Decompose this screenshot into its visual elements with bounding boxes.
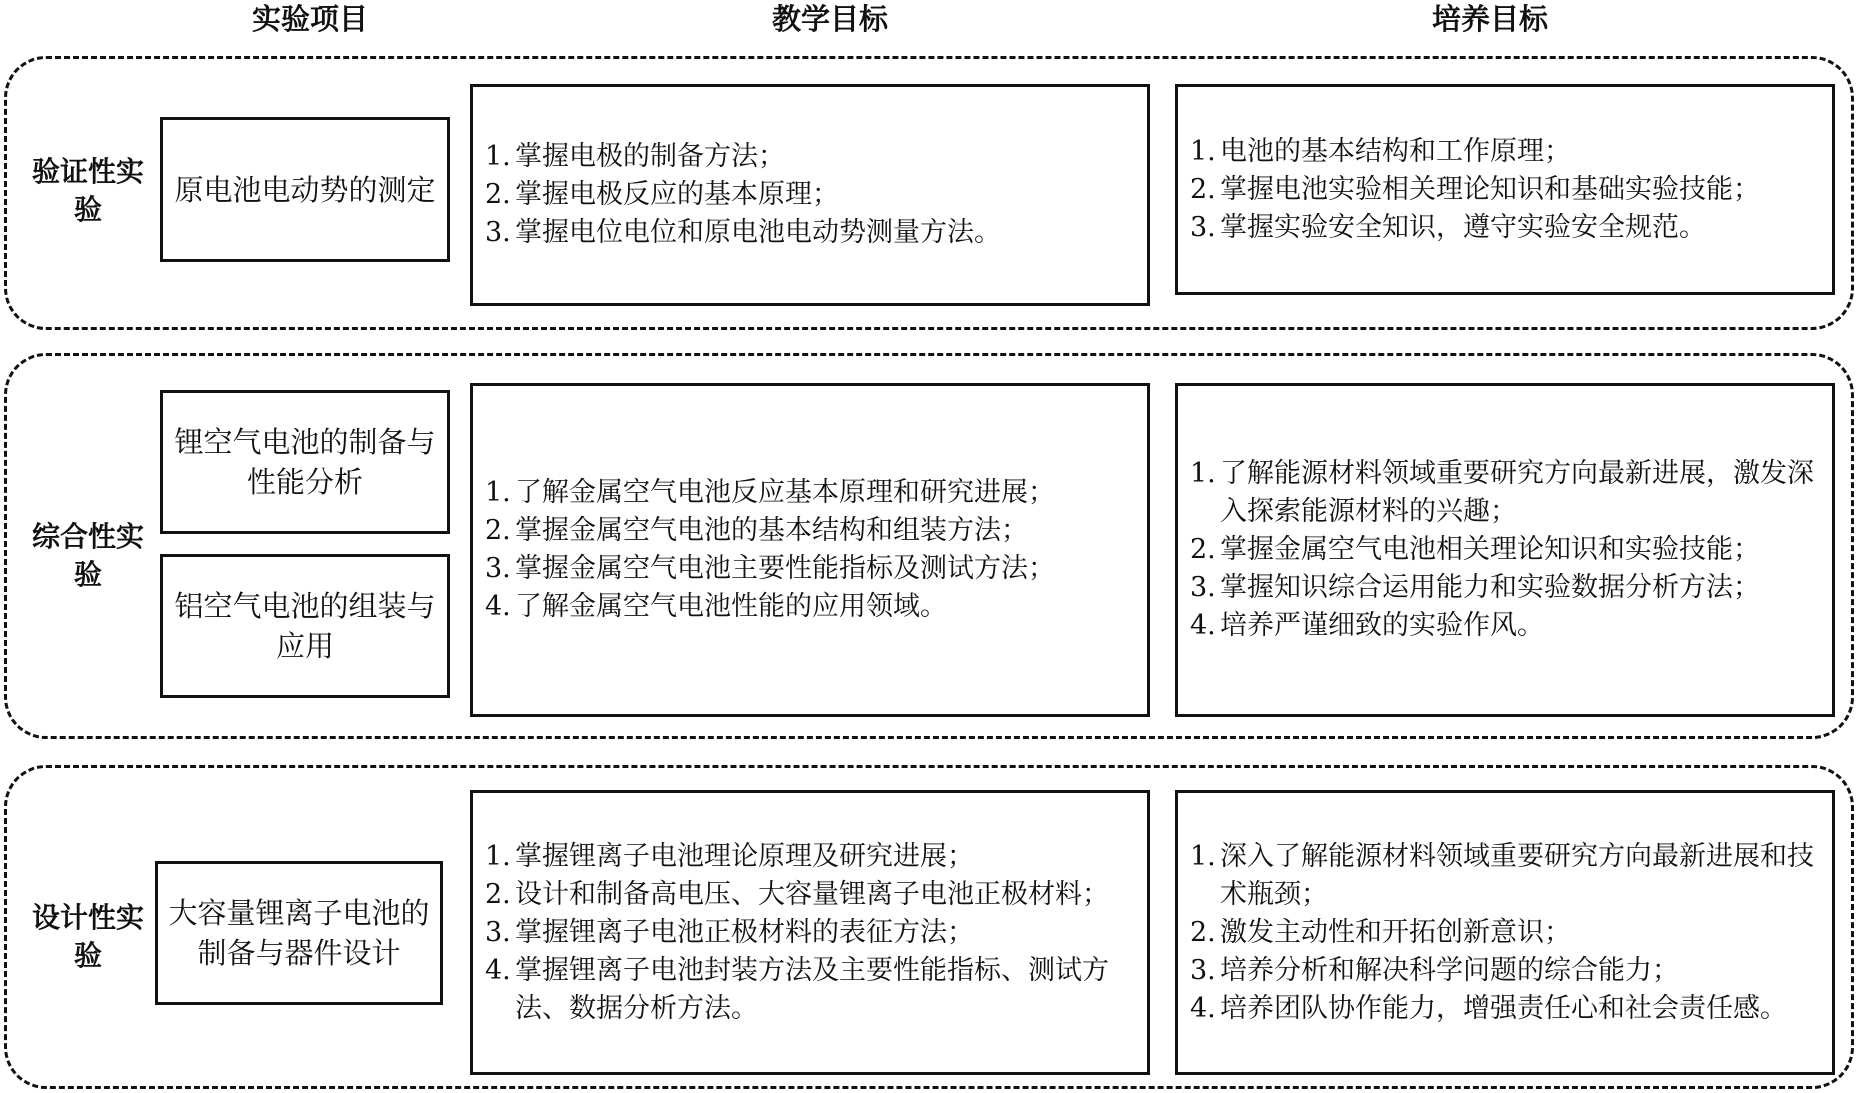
goal-number: 4. — [485, 591, 511, 622]
goal-text: 掌握实验安全知识，遵守实验安全规范。 — [1220, 211, 1706, 243]
goal-number: 2. — [1190, 173, 1216, 205]
goal-number: 1. — [485, 141, 511, 172]
goal-number: 3. — [485, 553, 511, 584]
goal-item — [1190, 914, 1824, 952]
goal-number: 4. — [1190, 992, 1216, 1024]
goal-number: 4. — [1190, 610, 1216, 641]
goal-text: 掌握锂离子电池理论原理及研究进展； — [515, 840, 974, 872]
goal-text: 掌握金属空气电池主要性能指标及测试方法； — [515, 553, 1055, 584]
cultivation-goals-box — [1175, 383, 1835, 717]
header-project: 实验项目 — [251, 2, 368, 36]
cultivation-goals-box — [1175, 84, 1835, 295]
goal-number: 1. — [485, 477, 511, 508]
group-verification-category: 验证性实验 — [31, 155, 144, 226]
goal-item — [1190, 952, 1824, 990]
goal-item — [1190, 171, 1824, 209]
goal-text: 了解金属空气电池反应基本原理和研究进展； — [515, 477, 1055, 508]
goal-text: 电池的基本结构和工作原理； — [1220, 135, 1571, 167]
goal-item — [1190, 531, 1824, 569]
goal-number: 4. — [485, 954, 511, 986]
goal-text: 掌握锂离子电池封装方法及主要性能指标、测试方法、数据分析方法。 — [515, 954, 1109, 1024]
goal-number: 2. — [485, 878, 511, 910]
goal-item — [1190, 455, 1824, 531]
goal-text: 掌握电位电位和原电池电动势测量方法。 — [515, 217, 1001, 248]
goal-item — [485, 512, 1139, 550]
goal-number: 3. — [1190, 954, 1216, 986]
project-box: 铝空气电池的组装与应用 — [160, 554, 450, 698]
goal-item — [485, 914, 1139, 952]
goal-item — [1190, 838, 1824, 914]
goal-item — [485, 138, 1139, 176]
goal-text: 培养团队协作能力，增强责任心和社会责任感。 — [1220, 992, 1787, 1024]
group-design-category: 设计性实验 — [31, 901, 144, 972]
cultivation-goals-box — [1175, 790, 1835, 1075]
goal-text: 培养严谨细致的实验作风。 — [1220, 610, 1544, 641]
goal-number: 3. — [1190, 572, 1216, 603]
goal-item — [485, 550, 1139, 588]
goal-number: 2. — [485, 179, 511, 210]
header-cultivation-goals: 培养目标 — [1431, 2, 1548, 36]
goal-text: 掌握金属空气电池相关理论知识和实验技能； — [1220, 534, 1760, 565]
goal-text: 掌握锂离子电池正极材料的表征方法； — [515, 916, 974, 948]
goal-number: 2. — [485, 515, 511, 546]
goal-item — [485, 176, 1139, 214]
project-box: 原电池电动势的测定 — [160, 117, 450, 262]
goal-text: 深入了解能源材料领域重要研究方向最新进展和技术瓶颈； — [1220, 840, 1814, 910]
goal-text: 了解金属空气电池性能的应用领域。 — [515, 591, 947, 622]
goal-item — [485, 474, 1139, 512]
goal-text: 掌握电极反应的基本原理； — [515, 179, 839, 210]
goal-text: 了解能源材料领域重要研究方向最新进展，激发深入探索能源材料的兴趣； — [1220, 458, 1814, 527]
goal-text: 培养分析和解决科学问题的综合能力； — [1220, 954, 1679, 986]
project-box: 大容量锂离子电池的制备与器件设计 — [155, 861, 443, 1005]
goal-number: 3. — [1190, 211, 1216, 243]
teaching-goals-box — [470, 84, 1150, 306]
goal-item — [485, 588, 1139, 626]
goal-text: 掌握电极的制备方法； — [515, 141, 785, 172]
goal-text: 设计和制备高电压、大容量锂离子电池正极材料； — [515, 878, 1109, 910]
goal-number: 2. — [1190, 534, 1216, 565]
goal-item — [485, 952, 1139, 1028]
goal-text: 掌握金属空气电池的基本结构和组装方法； — [515, 515, 1028, 546]
goal-text: 掌握电池实验相关理论知识和基础实验技能； — [1220, 173, 1760, 205]
goal-number: 1. — [1190, 458, 1216, 489]
project-box: 锂空气电池的制备与性能分析 — [160, 390, 450, 534]
goal-number: 2. — [1190, 916, 1216, 948]
header-teaching-goals: 教学目标 — [771, 2, 888, 36]
goal-text: 掌握知识综合运用能力和实验数据分析方法； — [1220, 572, 1760, 603]
goal-item — [1190, 569, 1824, 607]
goal-item — [485, 876, 1139, 914]
goal-item — [1190, 607, 1824, 645]
goal-number: 3. — [485, 916, 511, 948]
goal-item — [1190, 990, 1824, 1028]
goal-item — [485, 214, 1139, 252]
goal-number: 3. — [485, 217, 511, 248]
goal-number: 1. — [485, 840, 511, 872]
goal-item — [1190, 133, 1824, 171]
teaching-goals-box — [470, 790, 1150, 1075]
goal-number: 1. — [1190, 840, 1216, 872]
goal-item — [485, 838, 1139, 876]
group-comprehensive-category: 综合性实验 — [31, 520, 144, 591]
goal-number: 1. — [1190, 135, 1216, 167]
goal-item — [1190, 209, 1824, 247]
teaching-goals-box — [470, 383, 1150, 717]
goal-text: 激发主动性和开拓创新意识； — [1220, 916, 1571, 948]
